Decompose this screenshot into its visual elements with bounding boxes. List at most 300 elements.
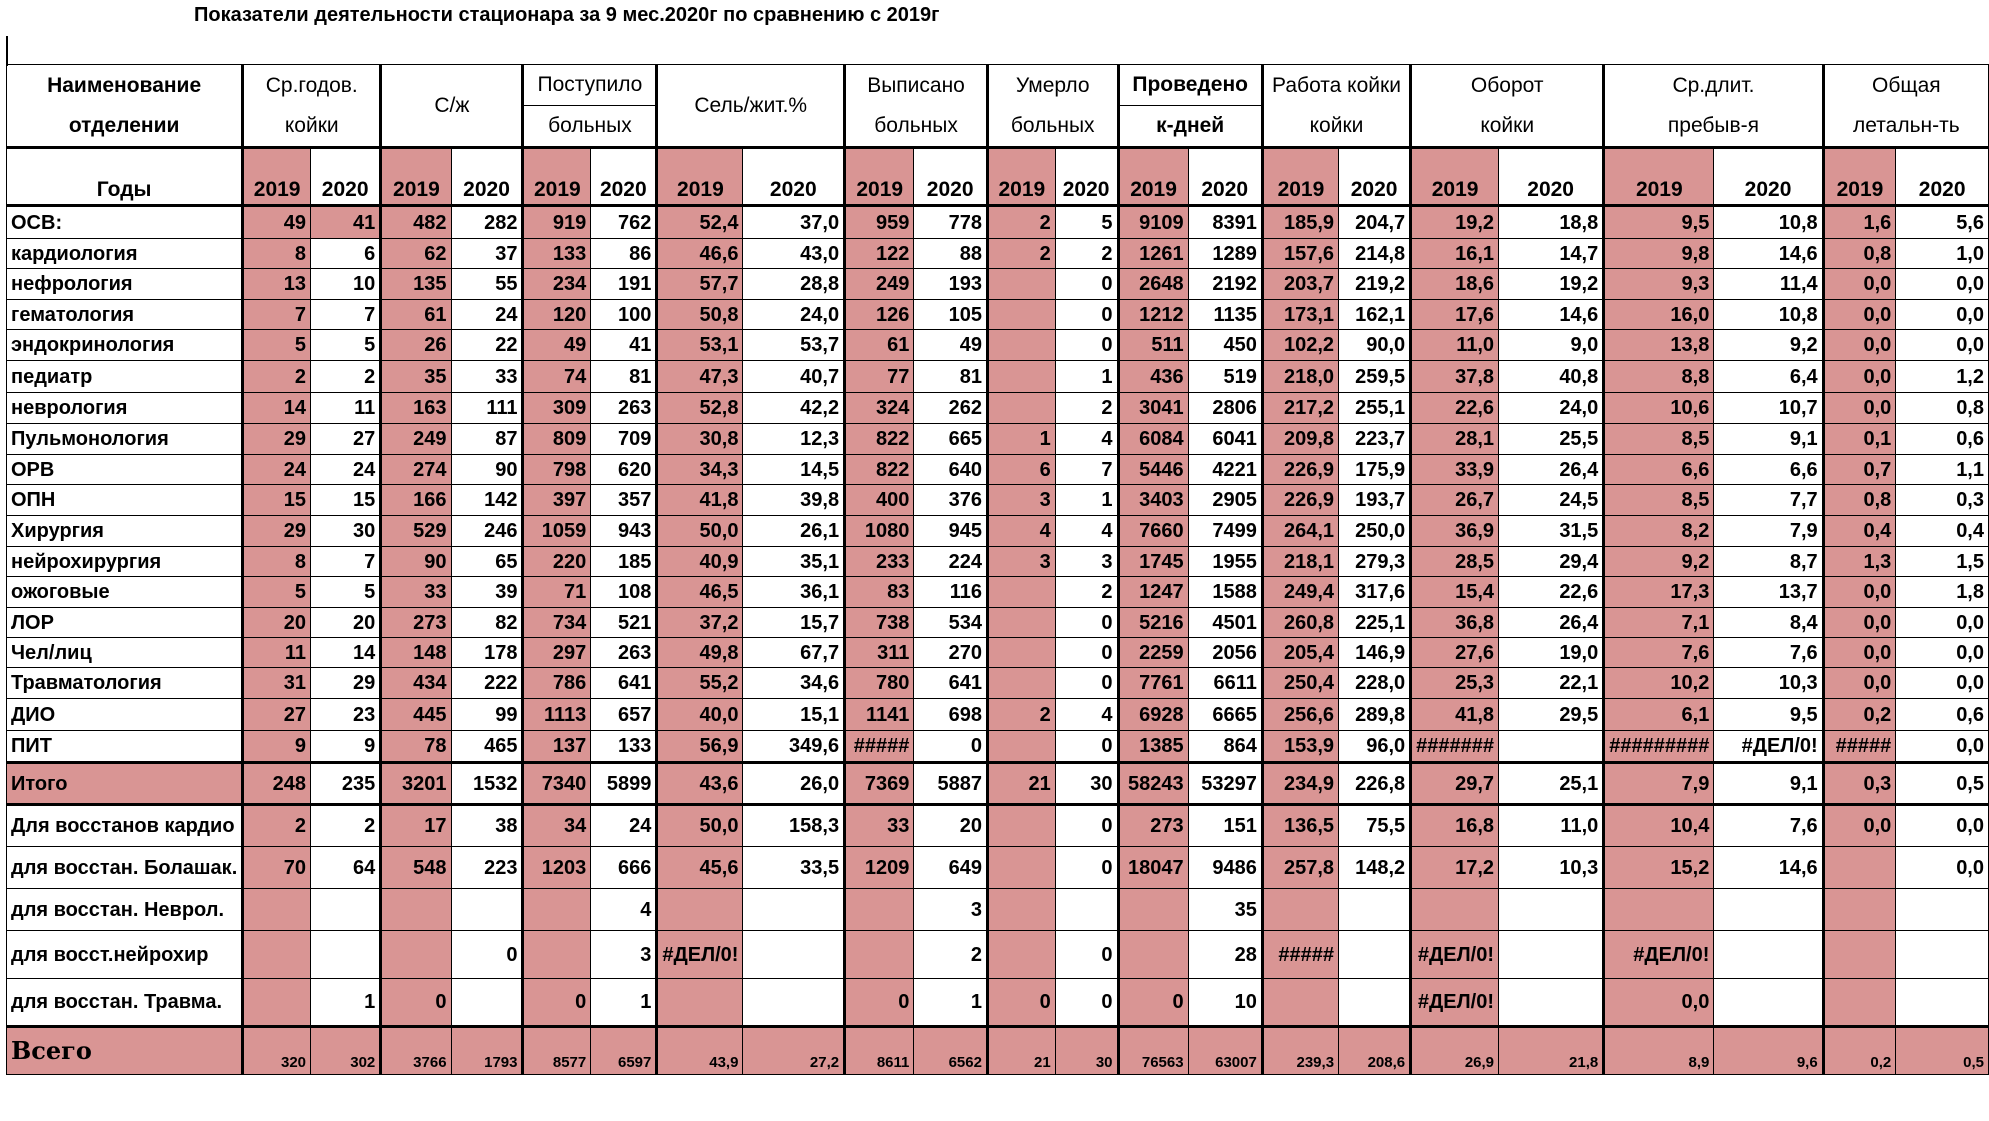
table-cell: 16,0	[1604, 300, 1714, 330]
table-cell: 34,3	[657, 455, 743, 485]
department-name: для восстан. Неврол.	[7, 889, 243, 931]
table-cell: 2905	[1188, 485, 1262, 516]
table-cell: 6	[311, 239, 381, 269]
table-cell: 26,4	[1499, 455, 1604, 485]
department-name: гематология	[7, 300, 243, 330]
table-cell: 50,0	[657, 516, 743, 547]
table-cell: 445	[381, 699, 451, 731]
table-cell: 36,8	[1411, 608, 1499, 638]
table-cell: 1209	[845, 847, 914, 889]
table-cell: 41	[311, 206, 381, 239]
table-cell: 234,9	[1262, 763, 1338, 805]
table-cell: 0	[1055, 847, 1118, 889]
table-cell: 1	[591, 979, 657, 1027]
table-cell: 8,7	[1714, 547, 1823, 577]
table-cell: 203,7	[1262, 269, 1338, 300]
year-header: 2019	[1118, 148, 1188, 206]
header-line-2: койки	[284, 113, 339, 137]
table-cell: 249	[845, 269, 914, 300]
table-cell: 270	[914, 638, 988, 668]
table-cell: 263	[591, 393, 657, 424]
year-header: 2020	[1055, 148, 1118, 206]
column-group-header	[657, 65, 845, 148]
table-cell: 0,0	[1896, 300, 1989, 330]
table-row	[7, 424, 1989, 455]
table-cell: 7,6	[1714, 638, 1823, 668]
table-cell: 9,0	[1499, 330, 1604, 361]
table-cell: 0,0	[1823, 608, 1896, 638]
table-cell: 33	[845, 805, 914, 847]
table-cell: 65	[451, 547, 523, 577]
year-header: 2020	[451, 148, 523, 206]
table-cell: 33,9	[1411, 455, 1499, 485]
header-line-1: Наименование	[47, 73, 202, 97]
table-row	[7, 206, 1989, 239]
table-cell: 0,0	[1823, 805, 1896, 847]
table-row	[7, 668, 1989, 699]
table-cell: 13,8	[1604, 330, 1714, 361]
table-cell: 0,8	[1823, 485, 1896, 516]
table-cell: #######	[1411, 731, 1499, 763]
department-name: ОРВ	[7, 455, 243, 485]
table-cell: 225,1	[1339, 608, 1411, 638]
table-cell: 311	[845, 638, 914, 668]
table-cell: 4	[591, 889, 657, 931]
table-cell: 1,6	[1823, 206, 1896, 239]
table-cell	[987, 638, 1055, 668]
table-cell: 1,1	[1896, 455, 1989, 485]
table-cell: 297	[523, 638, 591, 668]
table-cell: 3201	[381, 763, 451, 805]
table-cell: 19,2	[1499, 269, 1604, 300]
table-cell: 10,8	[1714, 206, 1823, 239]
table-cell: 0,0	[1823, 361, 1896, 393]
table-cell: 0,0	[1823, 577, 1896, 608]
table-cell: 6,6	[1714, 455, 1823, 485]
table-cell: 16,8	[1411, 805, 1499, 847]
table-cell: 22,1	[1499, 668, 1604, 699]
table-cell: 259,5	[1339, 361, 1411, 393]
department-name: кардиология	[7, 239, 243, 269]
table-cell: 0	[987, 979, 1055, 1027]
table-cell: 22,6	[1499, 577, 1604, 608]
table-cell: 14,6	[1499, 300, 1604, 330]
table-cell: 0,1	[1823, 424, 1896, 455]
table-cell: 959	[845, 206, 914, 239]
table-cell: 3	[987, 547, 1055, 577]
table-cell: 0,6	[1896, 699, 1989, 731]
column-group-header	[1823, 65, 1988, 148]
table-cell: 209,8	[1262, 424, 1338, 455]
table-cell: 9,2	[1714, 330, 1823, 361]
table-cell	[1823, 931, 1896, 979]
table-cell: 45,6	[657, 847, 743, 889]
table-cell: 28	[1188, 931, 1262, 979]
table-row	[7, 731, 1989, 763]
table-cell: 58243	[1118, 763, 1188, 805]
table-cell: 2	[914, 931, 988, 979]
table-row	[7, 1027, 1989, 1075]
table-cell: 2	[1055, 577, 1118, 608]
table-cell: 14	[243, 393, 311, 424]
table-cell: 0	[1118, 979, 1188, 1027]
table-cell	[987, 361, 1055, 393]
table-cell: 5	[311, 577, 381, 608]
table-cell: 33,5	[743, 847, 845, 889]
table-row	[7, 239, 1989, 269]
department-name: неврология	[7, 393, 243, 424]
table-cell: 19,2	[1411, 206, 1499, 239]
table-cell: 482	[381, 206, 451, 239]
table-cell: 8,2	[1604, 516, 1714, 547]
year-header: 2020	[1188, 148, 1262, 206]
table-row	[7, 608, 1989, 638]
table-cell: 15,1	[743, 699, 845, 731]
table-cell: 15,2	[1604, 847, 1714, 889]
table-cell: 529	[381, 516, 451, 547]
table-cell: 1,5	[1896, 547, 1989, 577]
table-cell: 0	[1055, 805, 1118, 847]
table-cell: 239,3	[1262, 1027, 1338, 1075]
department-name: Для восстанов кардио	[7, 805, 243, 847]
year-header: 2020	[914, 148, 988, 206]
table-cell: 67,7	[743, 638, 845, 668]
table-cell: 1	[914, 979, 988, 1027]
table-cell: 0,4	[1823, 516, 1896, 547]
table-cell: 53,7	[743, 330, 845, 361]
table-cell: 274	[381, 455, 451, 485]
table-cell: 4501	[1188, 608, 1262, 638]
table-cell: 24	[311, 455, 381, 485]
table-cell: 6,6	[1604, 455, 1714, 485]
table-cell: 7	[311, 547, 381, 577]
table-row	[7, 763, 1989, 805]
table-cell: 36,9	[1411, 516, 1499, 547]
column-group-header	[1604, 65, 1823, 148]
table-cell: 218,1	[1262, 547, 1338, 577]
table-cell: 223	[451, 847, 523, 889]
table-cell: 136,5	[1262, 805, 1338, 847]
table-cell: 76563	[1118, 1027, 1188, 1075]
table-cell: 55	[451, 269, 523, 300]
table-cell: 2192	[1188, 269, 1262, 300]
year-header: 2019	[657, 148, 743, 206]
table-cell: 25,1	[1499, 763, 1604, 805]
year-header: 2020	[1339, 148, 1411, 206]
table-cell: 0,5	[1896, 763, 1989, 805]
table-cell: 436	[1118, 361, 1188, 393]
table-cell: 34,6	[743, 668, 845, 699]
table-cell: 86	[591, 239, 657, 269]
table-cell: 1793	[451, 1027, 523, 1075]
table-cell: 10,2	[1604, 668, 1714, 699]
table-cell: 9,5	[1604, 206, 1714, 239]
table-cell: 1,3	[1823, 547, 1896, 577]
table-cell: 0,2	[1823, 699, 1896, 731]
table-cell: 5899	[591, 763, 657, 805]
table-cell: 39	[451, 577, 523, 608]
table-cell	[523, 931, 591, 979]
table-cell: 37	[451, 239, 523, 269]
table-cell: 4221	[1188, 455, 1262, 485]
table-cell: 214,8	[1339, 239, 1411, 269]
table-row	[7, 485, 1989, 516]
column-group-header	[845, 65, 988, 148]
table-cell: 709	[591, 424, 657, 455]
table-cell: 0,0	[1823, 393, 1896, 424]
department-name: нейрохирургия	[7, 547, 243, 577]
table-cell: 13,7	[1714, 577, 1823, 608]
table-cell: 376	[914, 485, 988, 516]
table-cell: 8391	[1188, 206, 1262, 239]
table-row	[7, 931, 1989, 979]
department-name: Пульмонология	[7, 424, 243, 455]
table-cell: 945	[914, 516, 988, 547]
table-cell: 62	[381, 239, 451, 269]
table-cell: 57,7	[657, 269, 743, 300]
table-cell: 7499	[1188, 516, 1262, 547]
table-cell	[1714, 889, 1823, 931]
table-cell: 3	[1055, 547, 1118, 577]
table-cell: 0,2	[1823, 1027, 1896, 1075]
table-cell	[1896, 979, 1989, 1027]
table-cell: 13	[243, 269, 311, 300]
table-cell: 31	[243, 668, 311, 699]
year-header: 2019	[243, 148, 311, 206]
table-cell: 0	[1055, 608, 1118, 638]
table-cell: 24	[451, 300, 523, 330]
table-cell: 28,8	[743, 269, 845, 300]
table-cell: 185,9	[1262, 206, 1338, 239]
table-cell: #ДЕЛ/0!	[1411, 979, 1499, 1027]
table-cell: 185	[591, 547, 657, 577]
table-cell: 26,4	[1499, 608, 1604, 638]
table-cell: 24	[591, 805, 657, 847]
year-header: 2019	[1262, 148, 1338, 206]
table-cell: 7	[1055, 455, 1118, 485]
table-cell: 87	[451, 424, 523, 455]
table-cell: 96,0	[1339, 731, 1411, 763]
table-cell: #########	[1604, 731, 1714, 763]
table-cell: 7369	[845, 763, 914, 805]
table-cell: 6665	[1188, 699, 1262, 731]
table-row	[7, 699, 1989, 731]
table-cell	[987, 577, 1055, 608]
table-cell	[381, 889, 451, 931]
table-cell: 122	[845, 239, 914, 269]
table-cell: 50,8	[657, 300, 743, 330]
table-cell	[243, 979, 311, 1027]
table-cell: 53,1	[657, 330, 743, 361]
table-cell: 53297	[1188, 763, 1262, 805]
table-cell: 5216	[1118, 608, 1188, 638]
table-cell	[1411, 889, 1499, 931]
table-cell: 0,0	[1896, 731, 1989, 763]
table-cell: 2	[1055, 393, 1118, 424]
table-cell: 260,8	[1262, 608, 1338, 638]
header-line-1: Общая	[1871, 73, 1941, 97]
table-cell: 0	[1055, 300, 1118, 330]
year-header: 2020	[743, 148, 845, 206]
header-line-2: отделении	[68, 113, 180, 137]
table-cell: 55,2	[657, 668, 743, 699]
table-cell: 27,2	[743, 1027, 845, 1075]
table-cell: 1059	[523, 516, 591, 547]
table-cell: 273	[1118, 805, 1188, 847]
year-header: 2019	[1411, 148, 1499, 206]
table-cell: 798	[523, 455, 591, 485]
table-cell: 0	[1055, 638, 1118, 668]
table-cell: 226,9	[1262, 455, 1338, 485]
table-cell: 8,8	[1604, 361, 1714, 393]
table-cell: 23	[311, 699, 381, 731]
table-cell: 5,6	[1896, 206, 1989, 239]
table-cell: 2	[987, 206, 1055, 239]
table-cell	[1339, 931, 1411, 979]
table-cell	[1339, 979, 1411, 1027]
table-cell	[987, 393, 1055, 424]
table-cell: 2	[311, 361, 381, 393]
department-name: ПИТ	[7, 731, 243, 763]
year-header: 2020	[311, 148, 381, 206]
table-cell: 778	[914, 206, 988, 239]
table-cell: 16,1	[1411, 239, 1499, 269]
table-cell: 1,8	[1896, 577, 1989, 608]
table-cell: 88	[914, 239, 988, 269]
table-cell	[451, 889, 523, 931]
table-cell: 9,8	[1604, 239, 1714, 269]
table-cell: 943	[591, 516, 657, 547]
header-line-1: Сель/жит.%	[694, 93, 808, 117]
table-cell: 71	[523, 577, 591, 608]
table-cell: 61	[381, 300, 451, 330]
department-name: для восстан. Травма.	[7, 979, 243, 1027]
table-cell: 309	[523, 393, 591, 424]
department-name: педиатр	[7, 361, 243, 393]
table-cell: 18,6	[1411, 269, 1499, 300]
column-group-header	[7, 65, 243, 148]
table-cell: 7	[243, 300, 311, 330]
table-cell: 822	[845, 424, 914, 455]
table-cell: #ДЕЛ/0!	[657, 931, 743, 979]
table-cell	[1118, 931, 1188, 979]
table-cell: 1,2	[1896, 361, 1989, 393]
table-cell: 357	[591, 485, 657, 516]
table-cell: #ДЕЛ/0!	[1411, 931, 1499, 979]
table-cell: 24	[243, 455, 311, 485]
table-cell: 262	[914, 393, 988, 424]
table-cell: 2	[987, 239, 1055, 269]
table-cell	[243, 931, 311, 979]
table-cell: 263	[591, 638, 657, 668]
table-cell: 9,6	[1714, 1027, 1823, 1075]
table-cell: 3766	[381, 1027, 451, 1075]
table-cell: 135	[381, 269, 451, 300]
table-cell: 43,6	[657, 763, 743, 805]
table-cell	[987, 269, 1055, 300]
table-cell: 0,0	[1896, 269, 1989, 300]
table-cell: 28,5	[1411, 547, 1499, 577]
table-cell: 1532	[451, 763, 523, 805]
column-group-header	[243, 65, 381, 148]
table-cell: 320	[243, 1027, 311, 1075]
table-cell	[1262, 889, 1338, 931]
table-cell: 4	[987, 516, 1055, 547]
table-cell: 30,8	[657, 424, 743, 455]
table-cell: 1955	[1188, 547, 1262, 577]
table-cell: 3041	[1118, 393, 1188, 424]
table-cell: 14,5	[743, 455, 845, 485]
table-cell: #ДЕЛ/0!	[1604, 931, 1714, 979]
table-cell: 620	[591, 455, 657, 485]
table-cell: 26,9	[1411, 1027, 1499, 1075]
table-cell: 25,3	[1411, 668, 1499, 699]
table-cell: 15,4	[1411, 577, 1499, 608]
table-cell	[1823, 979, 1896, 1027]
table-cell: 641	[914, 668, 988, 699]
table-cell: 15,7	[743, 608, 845, 638]
table-cell: 3	[914, 889, 988, 931]
table-cell: 25,5	[1499, 424, 1604, 455]
table-cell: #####	[1823, 731, 1896, 763]
table-cell: 1141	[845, 699, 914, 731]
table-cell	[1499, 931, 1604, 979]
table-cell: 8,5	[1604, 424, 1714, 455]
table-cell: 46,5	[657, 577, 743, 608]
table-cell: 24,0	[743, 300, 845, 330]
year-header: 2019	[1823, 148, 1896, 206]
table-cell: 9	[311, 731, 381, 763]
table-cell: 2056	[1188, 638, 1262, 668]
table-cell: 317,6	[1339, 577, 1411, 608]
table-cell: 49	[243, 206, 311, 239]
table-cell: 105	[914, 300, 988, 330]
table-cell: 786	[523, 668, 591, 699]
table-cell: 41,8	[657, 485, 743, 516]
department-name: ОСВ:	[7, 206, 243, 239]
table-cell: 256,6	[1262, 699, 1338, 731]
table-cell: 1135	[1188, 300, 1262, 330]
table-cell: 1289	[1188, 239, 1262, 269]
table-cell: 7	[311, 300, 381, 330]
table-cell: 324	[845, 393, 914, 424]
table-cell: 1203	[523, 847, 591, 889]
table-cell: 4	[1055, 516, 1118, 547]
table-cell: 29	[311, 668, 381, 699]
department-name: ЛОР	[7, 608, 243, 638]
table-cell: 217,2	[1262, 393, 1338, 424]
table-cell: 52,4	[657, 206, 743, 239]
table-cell: 289,8	[1339, 699, 1411, 731]
header-line-2: летальн-ть	[1853, 113, 1960, 137]
table-cell: 521	[591, 608, 657, 638]
table-cell: 0,0	[1823, 300, 1896, 330]
table-cell: 29	[243, 516, 311, 547]
table-row	[7, 516, 1989, 547]
table-cell: 175,9	[1339, 455, 1411, 485]
header-line-2: больных	[1010, 113, 1095, 137]
table-cell: 1,0	[1896, 239, 1989, 269]
table-cell: 22,6	[1411, 393, 1499, 424]
table-cell: 158,3	[743, 805, 845, 847]
table-cell: 1385	[1118, 731, 1188, 763]
table-cell	[1823, 847, 1896, 889]
table-cell	[987, 847, 1055, 889]
table-cell: 11,4	[1714, 269, 1823, 300]
table-cell: 10	[311, 269, 381, 300]
department-name: Чел/лиц	[7, 638, 243, 668]
table-cell: 111	[451, 393, 523, 424]
